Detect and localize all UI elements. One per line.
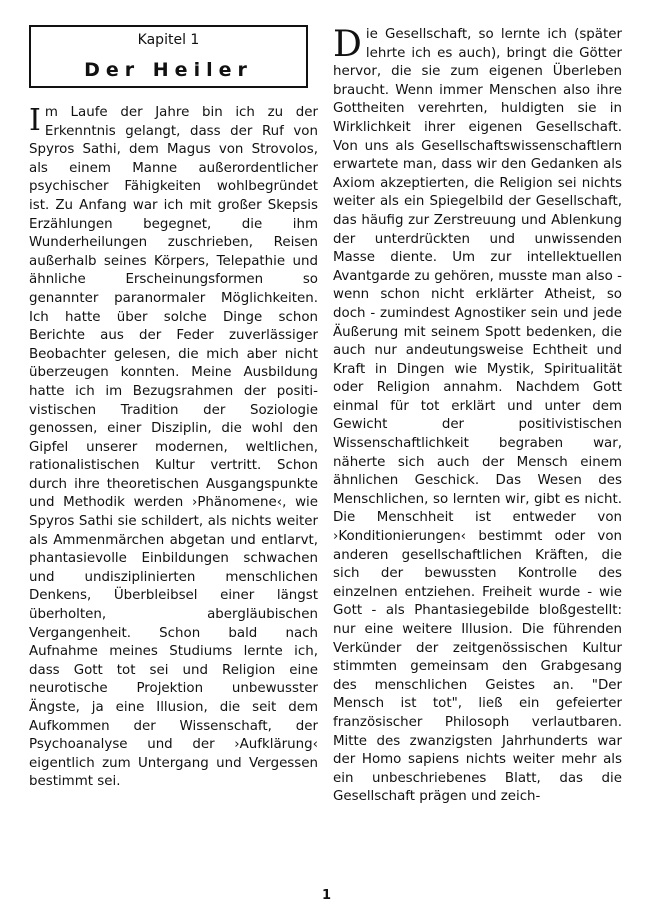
right-column-paragraph: ie Gesellschaft, so lernte ich (später lehrte ich es auch), bringt die Götter hervor, die sie zum eigenen Überleben braucht. Wenn immer Menschen also ihre Gottheiten verehrten, huldigten sie in Wirklichkeit ihrer eigenen Gesellschaft. Von uns als Gesellschaftswissenschaftlern erwartete man, dass wir den Gedanken als Axiom akzeptierten, die Religion sei nichts weiter als ein Spiegelbild der Gesellschaft, das häufig zur Zerstreuung und Ablenkung der unterdrückten und unwissenden Masse diente. Um zur intellektuellen Avantgarde zu gehören, musste man also - wenn schon nicht erklärter Atheist, so doch - zumindest Agnostiker sein und jede Äußerung mit seinem Spott bedenken, die auch nur andeutungsweise Echtheit und Kraft in Dingen wie Mystik, Spiritualität oder Religion annahm. Nachdem Gott einmal für tot erklärt und unter dem Gewicht der positivistischen Wissenschaftlichkeit begraben war, näherte sich auch der Mensch einem ähnlichen Geschick. Das Wesen des Menschlichen, so lernten wir, gibt es nicht. Die Menschheit ist entweder von ›Konditionierungen‹ bestimmt oder von anderen gesellschaftlichen Kräften, die sich der bewussten Kontrolle des einzelnen entziehen. Freiheit wurde - wie Gott - als Phantasiegebilde bloßgestellt: nur eine weitere Illusion. Die führenden Verkünder der zeitgenössischen Kultur stimmten gemeinsam den Grabgesang des menschlichen Geistes an. "Der Mensch ist tot", ließ ein gefeierter französischer Philosoph verlautbaren. Mitte des zwanzigsten Jahrhunderts war der Homo sapiens nichts weiter mehr als ein unbeschriebenes Blatt, das die Gesellschaft prägen und zeich- <box>333 27 622 805</box>
left-column-paragraph: m Laufe der Jahre bin ich zu der Erkenntnis gelangt, dass der Ruf von Spyros Sathi, dem Magus von Strovolos, als einem Manne außerordentlicher psychischer Fähigkeiten wohlbegründet ist. Zu Anfang war ich mit großer Skepsis Erzählungen begegnet, die ihm Wunderheilungen zuschrieben, Reisen außerhalb seines Körpers, Telepathie und ähnliche Erscheinungsformen so genannter paranormaler Möglichkeiten. Ich hatte über solche Dinge schon Berichte aus der Feder zuverlässiger Beobachter gelesen, die mich aber nicht überzeugen konnten. Meine Ausbildung hatte ich im Bezugsrahmen der positivistischen Tradition der Soziologie genossen, einer Disziplin, die wohl den Gipfel unserer modernen, weltlichen, rationalistischen Kultur vertritt. Schon durch ihre theoretischen Ausgangspunkte und Methodik werden ›Phänomene‹, wie Spyros Sathi sie schildert, als nichts weiter als Ammenmärchen abgetan und entlarvt, phantasievolle Einbildungen schwachen und undisziplinierten menschlichen Denkens, Überbleibsel einer längst überholten, abergläubischen Vergangenheit. Schon bald nach Aufnahme meines Studiums lernte ich, dass Gott tot sei und Religion eine neurotische Projektion unbewusster Ängste, ja eine Illusion, die seit dem Aufkommen der Wissenschaft, der Psychoanalyse und der ›Aufklärung‹ eigentlich zum Untergang und Vergessen bestimmt sei. <box>29 105 318 790</box>
page-number: 1 <box>321 888 332 903</box>
left-text-column <box>29 104 318 792</box>
chapter-label: Kapitel 1 <box>137 32 200 48</box>
chapter-heading-box <box>29 25 308 88</box>
drop-cap-initial: D <box>333 24 362 65</box>
right-text-column <box>333 26 622 807</box>
chapter-title: Der Heiler <box>84 59 253 81</box>
drop-cap-initial: I <box>29 103 41 138</box>
